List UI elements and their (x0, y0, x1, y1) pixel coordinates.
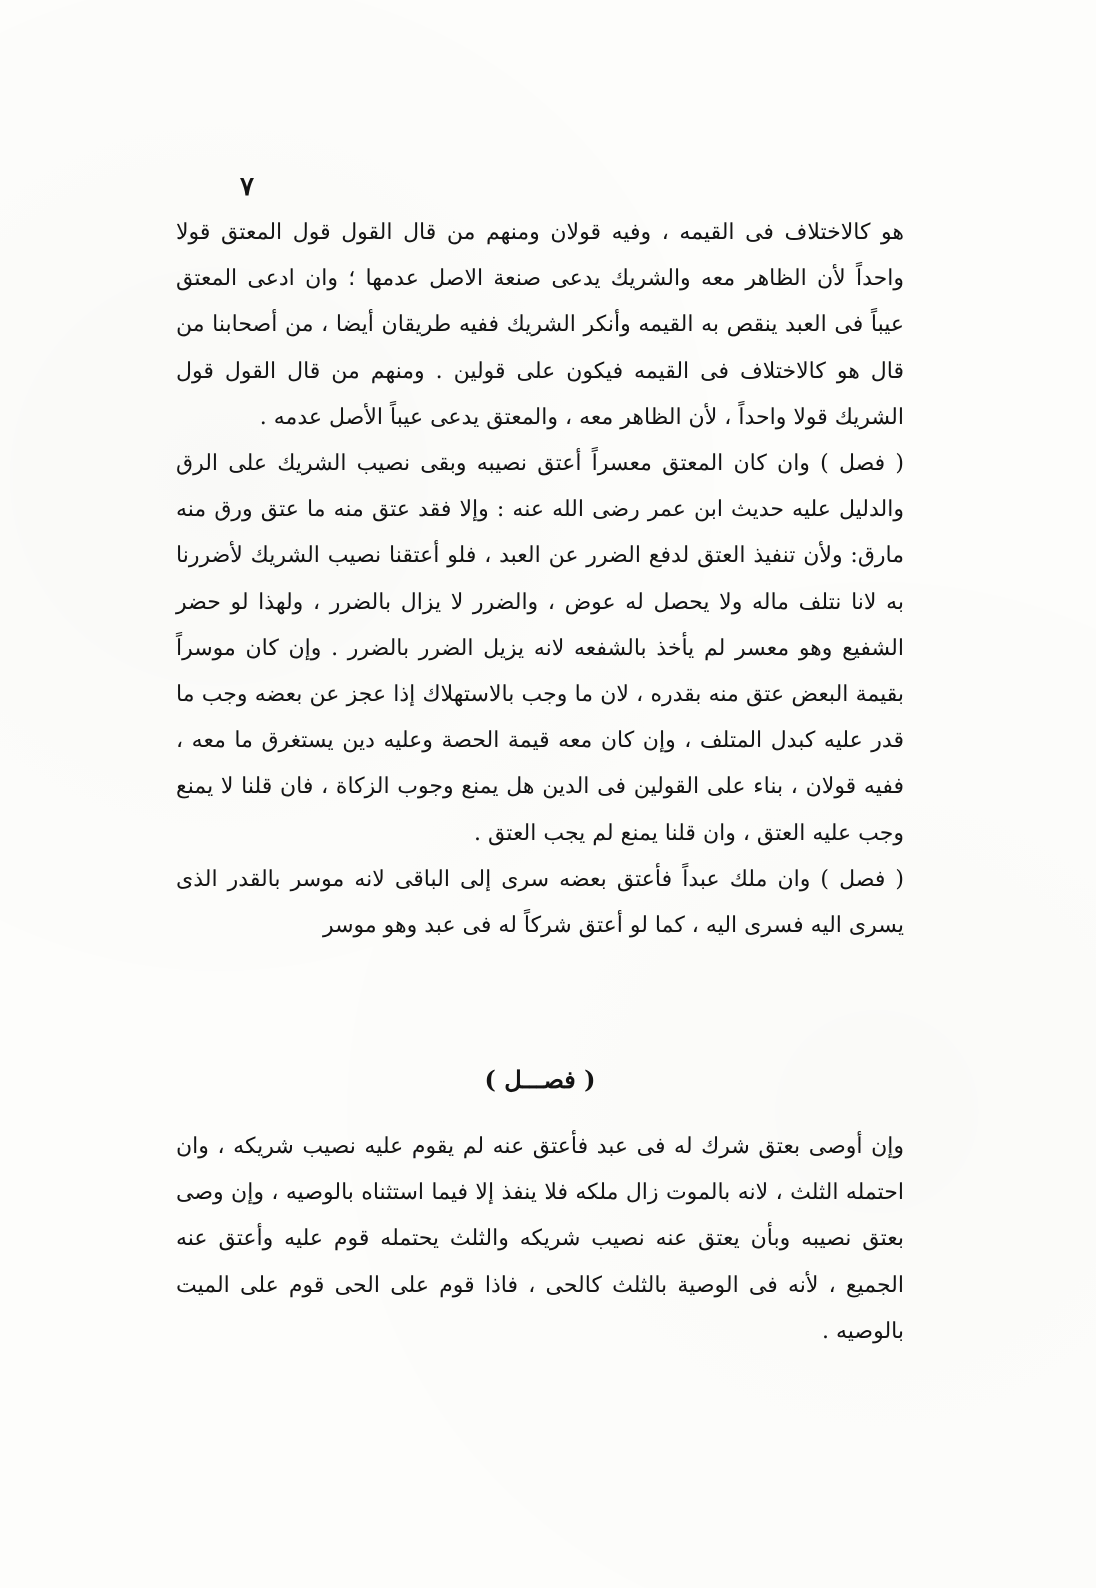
section-heading: ( فصـــل ) (484, 1065, 596, 1094)
paragraph-continuation: هو كالاختلاف فى القيمه ، وفيه قولان ومنهم من قال القول قول المعتق قولا واحداً لأن الظاهر معه والشريك يدعى صنعة الاصل عدمها ؛ وان ادعى المعتق عيباً فى العبد ينقص به القيمه وأنكر الشريك ففيه طريقان أيضا ، من أصحابنا من قال هو كالاختلاف فى القيمه فيكون على قولين . ومنهم من قال القول قول الشريك قولا واحداً ، لأن الظاهر معه ، والمعتق يدعى عيباً الأصل عدمه . (176, 220, 904, 430)
body-text-top (176, 210, 904, 949)
paragraph-fasl-insolvent: ( فصل ) وان كان المعتق معسراً أعتق نصيبه وبقى نصيب الشريك على الرق والدليل عليه حديث ابن عمر رضى الله عنه : وإلا فقد عتق منه ما عتق ورق منه مارق: ولأن تنفيذ العتق لدفع الضرر عن العبد ، فلو أعتقنا نصيب الشريك لأضررنا به لانا نتلف ماله ولا يحصل له عوض ، والضرر لا يزال بالضرر ، ولهذا لو حضر الشفيع وهو معسر لم يأخذ بالشفعه لانه يزيل الضرر بالضرر . وإن كان موسراً بقيمة البعض عتق منه بقدره ، لان ما وجب بالاستهلاك إذا عجز عن بعضه وجب ما قدر عليه كبدل المتلف ، وإن كان معه قيمة الحصة وعليه دين يستغرق ما معه ، ففيه قولان ، بناء على القولين فى الدين هل يمنع وجوب الزكاة ، فان قلنا لا يمنع وجب عليه العتق ، وان قلنا يمنع لم يجب العتق . (176, 451, 904, 846)
page-number: ٧ (240, 172, 254, 202)
paragraph-bequest: وإن أوصى بعتق شرك له فى عبد فأعتق عنه لم يقوم عليه نصيب شريكه ، وان احتمله الثلث ، لانه بالموت زال ملكه فلا ينفذ إلا فيما استثناه بالوصيه ، وإن وصى بعتق نصيبه وبأن يعتق عنه نصيب شريكه والثلث يحتمله قوم عليه وأعتق عنه الجميع ، لأنه فى الوصية بالثلث كالحى ، فاذا قوم على الحى قوم على الميت بالوصيه . (176, 1134, 904, 1344)
paragraph-fasl-whole-slave: ( فصل ) وان ملك عبداً فأعتق بعضه سرى إلى الباقى لانه موسر بالقدر الذى يسرى اليه فسرى اليه ، كما لو أعتق شركاً له فى عبد وهو موسر (176, 866, 905, 939)
body-text-bottom (176, 1124, 904, 1355)
